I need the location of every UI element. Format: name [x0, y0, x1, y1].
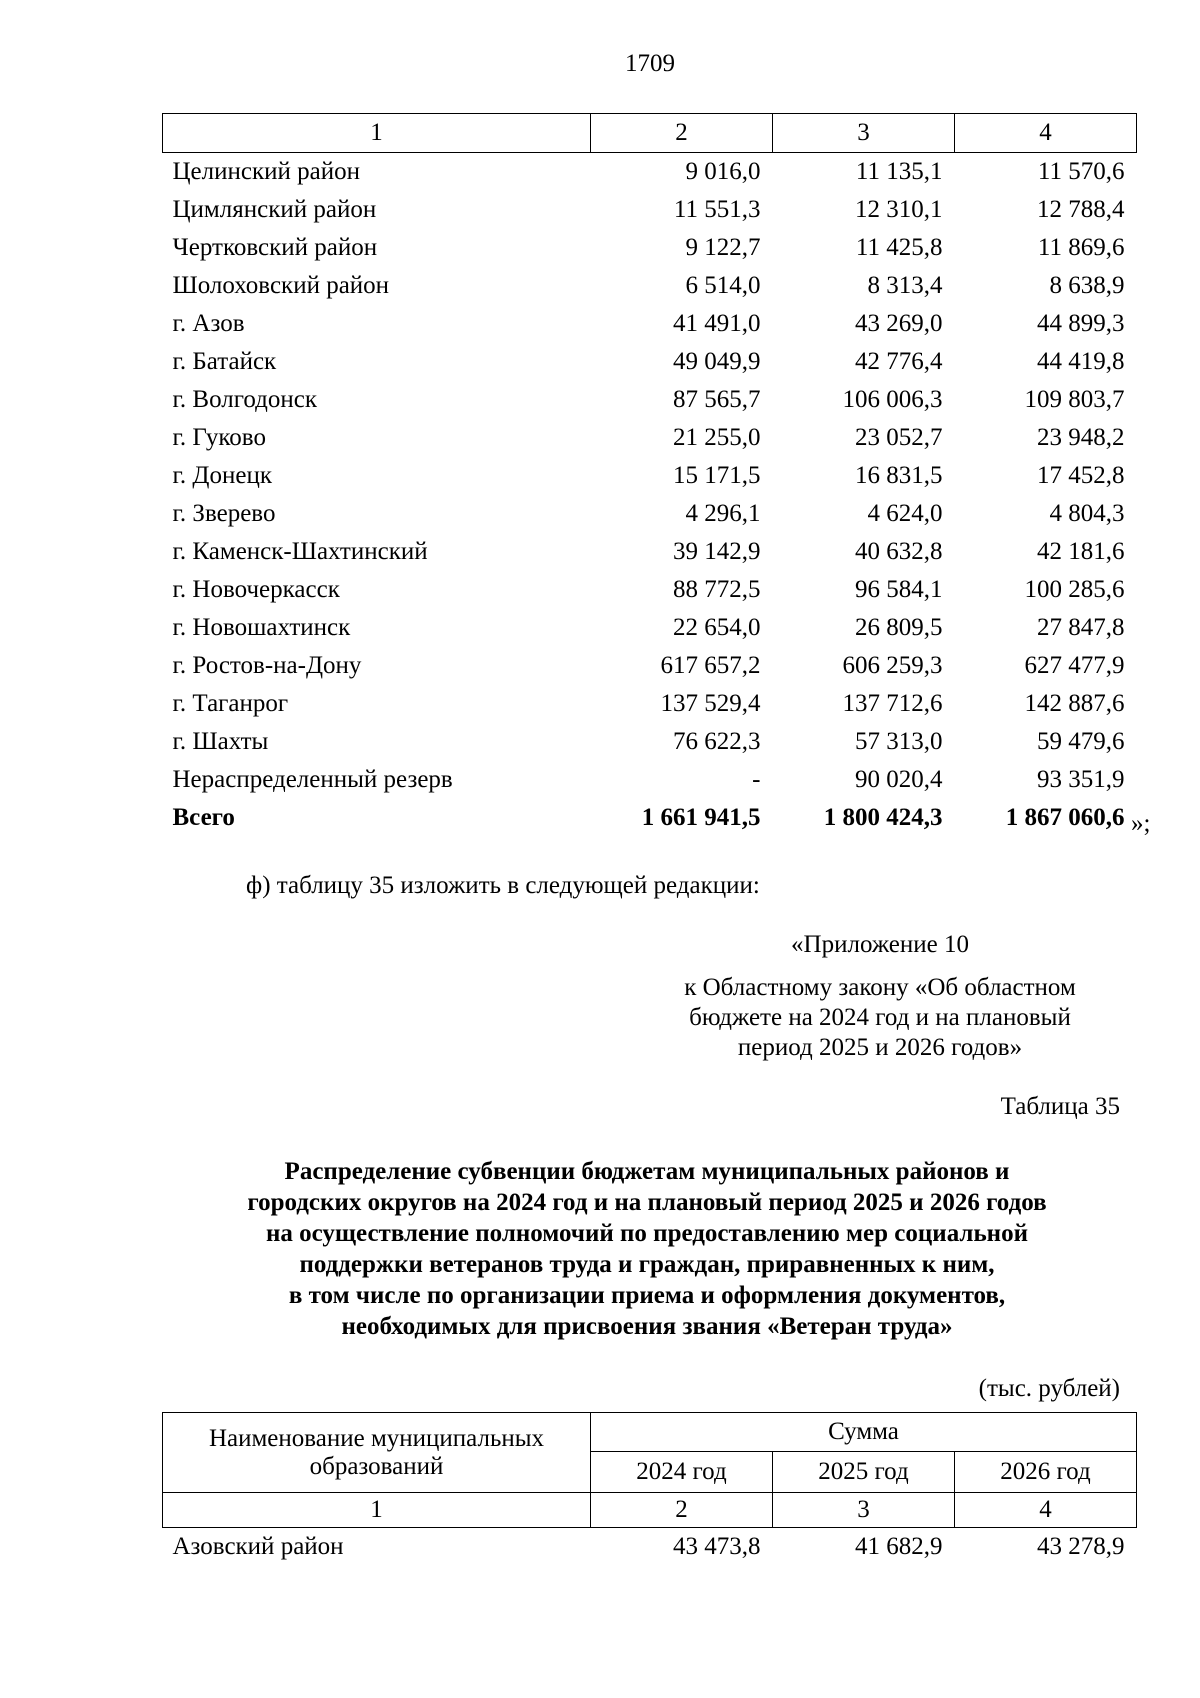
value-2026: 8 638,9: [1049, 272, 1125, 299]
table-row: [163, 305, 1137, 343]
continuation-table: [162, 113, 1137, 837]
table-row: [163, 457, 1137, 495]
table-row: [163, 609, 1137, 647]
column-number-row: [163, 1493, 1137, 1528]
value-2026: 1 867 060,6: [1005, 804, 1125, 831]
value-2026: 44 419,8: [1037, 348, 1125, 375]
row-name: г. Таганрог: [172, 690, 289, 717]
value-2025: 606 259,3: [842, 652, 943, 679]
table-row: [163, 647, 1137, 685]
column-number: 2: [591, 1493, 773, 1528]
row-name: г. Ростов-на-Дону: [172, 652, 362, 679]
row-name: г. Новочеркасск: [172, 576, 340, 603]
table-row: [163, 267, 1137, 305]
header-municipality-line: образований: [309, 1452, 444, 1480]
row-name: г. Гуково: [172, 424, 266, 451]
value-2025: 96 584,1: [855, 576, 943, 603]
value-2026: 17 452,8: [1037, 462, 1125, 489]
header-year: 2025 год: [773, 1452, 955, 1493]
value-2024: 87 565,7: [673, 386, 761, 413]
value-2024: -: [752, 766, 761, 793]
appendix-reference-line: период 2025 и 2026 годов»: [737, 1034, 1023, 1061]
value-2024: 39 142,9: [673, 538, 761, 565]
table-title-line: поддержки ветеранов труда и граждан, приравненных к ним,: [299, 1251, 995, 1278]
row-name: г. Каменск-Шахтинский: [172, 538, 428, 565]
row-name: г. Новошахтинск: [172, 614, 351, 641]
column-number: 4: [955, 114, 1137, 153]
table-number: Таблица 35: [1000, 1093, 1120, 1120]
table-row: [163, 723, 1137, 761]
value-2026: 100 285,6: [1024, 576, 1125, 603]
column-number: 1: [163, 1493, 591, 1528]
column-number: 3: [773, 114, 955, 153]
value-2026: 42 181,6: [1037, 538, 1125, 565]
value-2026: 93 351,9: [1037, 766, 1125, 793]
table-title-line: необходимых для присвоения звания «Ветеран труда»: [341, 1313, 953, 1340]
value-2025: 42 776,4: [855, 348, 943, 375]
closing-quote-mark: »;: [1131, 810, 1151, 837]
value-2026: 27 847,8: [1037, 614, 1125, 641]
column-number: 1: [163, 114, 591, 153]
table-row: [163, 495, 1137, 533]
value-2026: 4 804,3: [1049, 500, 1125, 527]
value-2024: 9 122,7: [685, 234, 761, 261]
value-2024: 88 772,5: [673, 576, 761, 603]
value-2025: 106 006,3: [842, 386, 943, 413]
page-number: 1709: [625, 50, 675, 77]
table-row: [163, 533, 1137, 571]
appendix-reference: [640, 973, 1120, 1063]
value-2026: 11 570,6: [1037, 158, 1125, 185]
row-name: г. Донецк: [172, 462, 272, 489]
value-2026: 142 887,6: [1024, 690, 1125, 717]
value-2024: 137 529,4: [660, 690, 761, 717]
column-number: 4: [955, 1493, 1137, 1528]
header-year: 2026 год: [955, 1452, 1137, 1493]
value-2026: 12 788,4: [1037, 196, 1125, 223]
value-2025: 57 313,0: [855, 728, 943, 755]
row-name: Цимлянский район: [172, 196, 377, 223]
value-2024: 41 491,0: [673, 310, 761, 337]
appendix-reference-line: к Областному закону «Об областном: [684, 974, 1076, 1001]
table-row: [163, 381, 1137, 419]
table-row: [163, 419, 1137, 457]
table-title-line: в том числе по организации приема и оформления документов,: [288, 1282, 1006, 1309]
value-2025: 16 831,5: [855, 462, 943, 489]
table-row: [163, 343, 1137, 381]
value-2026: 627 477,9: [1024, 652, 1125, 679]
row-name: Азовский район: [172, 1533, 344, 1560]
value-2026: 43 278,9: [1037, 1533, 1125, 1560]
table-row: [163, 229, 1137, 267]
row-name: Чертковский район: [172, 234, 378, 261]
table-row: [163, 571, 1137, 609]
value-2025: 23 052,7: [855, 424, 943, 451]
value-2025: 11 425,8: [855, 234, 943, 261]
value-2026: 59 479,6: [1037, 728, 1125, 755]
row-name: Целинский район: [172, 158, 360, 185]
value-2024: 4 296,1: [685, 500, 761, 527]
table-row: [163, 1528, 1137, 1567]
value-2025: 26 809,5: [855, 614, 943, 641]
value-2025: 8 313,4: [867, 272, 943, 299]
appendix-heading: «Приложение 10: [791, 931, 969, 958]
table-title-line: городских округов на 2024 год и на плановый период 2025 и 2026 годов: [247, 1189, 1047, 1216]
row-name: г. Шахты: [172, 728, 269, 755]
units-label: (тыс. рублей): [978, 1375, 1120, 1402]
header-row: [163, 1413, 1137, 1452]
value-2024: 22 654,0: [673, 614, 761, 641]
subvention-table: [162, 1412, 1137, 1566]
value-2024: 43 473,8: [673, 1533, 761, 1560]
value-2024: 1 661 941,5: [641, 804, 761, 831]
value-2026: 109 803,7: [1024, 386, 1125, 413]
value-2026: 44 899,3: [1037, 310, 1125, 337]
value-2024: 21 255,0: [673, 424, 761, 451]
value-2025: 4 624,0: [867, 500, 943, 527]
value-2026: 23 948,2: [1037, 424, 1125, 451]
value-2025: 43 269,0: [855, 310, 943, 337]
value-2024: 617 657,2: [660, 652, 761, 679]
header-year: 2024 год: [591, 1452, 773, 1493]
value-2025: 41 682,9: [855, 1533, 943, 1560]
value-2025: 1 800 424,3: [823, 804, 943, 831]
row-name: г. Зверево: [172, 500, 276, 527]
table-row: [163, 761, 1137, 799]
value-2024: 11 551,3: [673, 196, 761, 223]
appendix-reference-line: бюджете на 2024 год и на плановый: [689, 1004, 1071, 1031]
header-municipality: [163, 1413, 591, 1493]
table-row: [163, 685, 1137, 723]
amendment-instruction: ф) таблицу 35 изложить в следующей редакции:: [246, 872, 760, 899]
column-number: 3: [773, 1493, 955, 1528]
value-2024: 9 016,0: [685, 158, 761, 185]
column-number-row: [163, 114, 1137, 153]
row-name: г. Батайск: [172, 348, 277, 375]
value-2024: 49 049,9: [673, 348, 761, 375]
table-row: [163, 799, 1137, 837]
row-name: г. Волгодонск: [172, 386, 318, 413]
row-name: Всего: [172, 804, 235, 831]
table-row: [163, 191, 1137, 229]
header-municipality-line: Наименование муниципальных: [208, 1424, 545, 1452]
value-2024: 6 514,0: [685, 272, 761, 299]
table-title-line: Распределение субвенции бюджетам муниципальных районов и: [284, 1158, 1010, 1185]
value-2025: 137 712,6: [842, 690, 943, 717]
value-2024: 15 171,5: [673, 462, 761, 489]
table-title: [162, 1156, 1132, 1342]
table-row: [163, 153, 1137, 192]
column-number: 2: [591, 114, 773, 153]
value-2025: 12 310,1: [855, 196, 943, 223]
row-name: Шолоховский район: [172, 272, 390, 299]
table-title-line: на осуществление полномочий по предоставлению мер социальной: [266, 1220, 1028, 1247]
value-2024: 76 622,3: [673, 728, 761, 755]
value-2025: 40 632,8: [855, 538, 943, 565]
value-2025: 11 135,1: [855, 158, 943, 185]
row-name: Нераспределенный резерв: [172, 766, 453, 793]
value-2026: 11 869,6: [1037, 234, 1125, 261]
header-sum: Сумма: [591, 1413, 1137, 1452]
row-name: г. Азов: [172, 310, 245, 337]
value-2025: 90 020,4: [855, 766, 943, 793]
